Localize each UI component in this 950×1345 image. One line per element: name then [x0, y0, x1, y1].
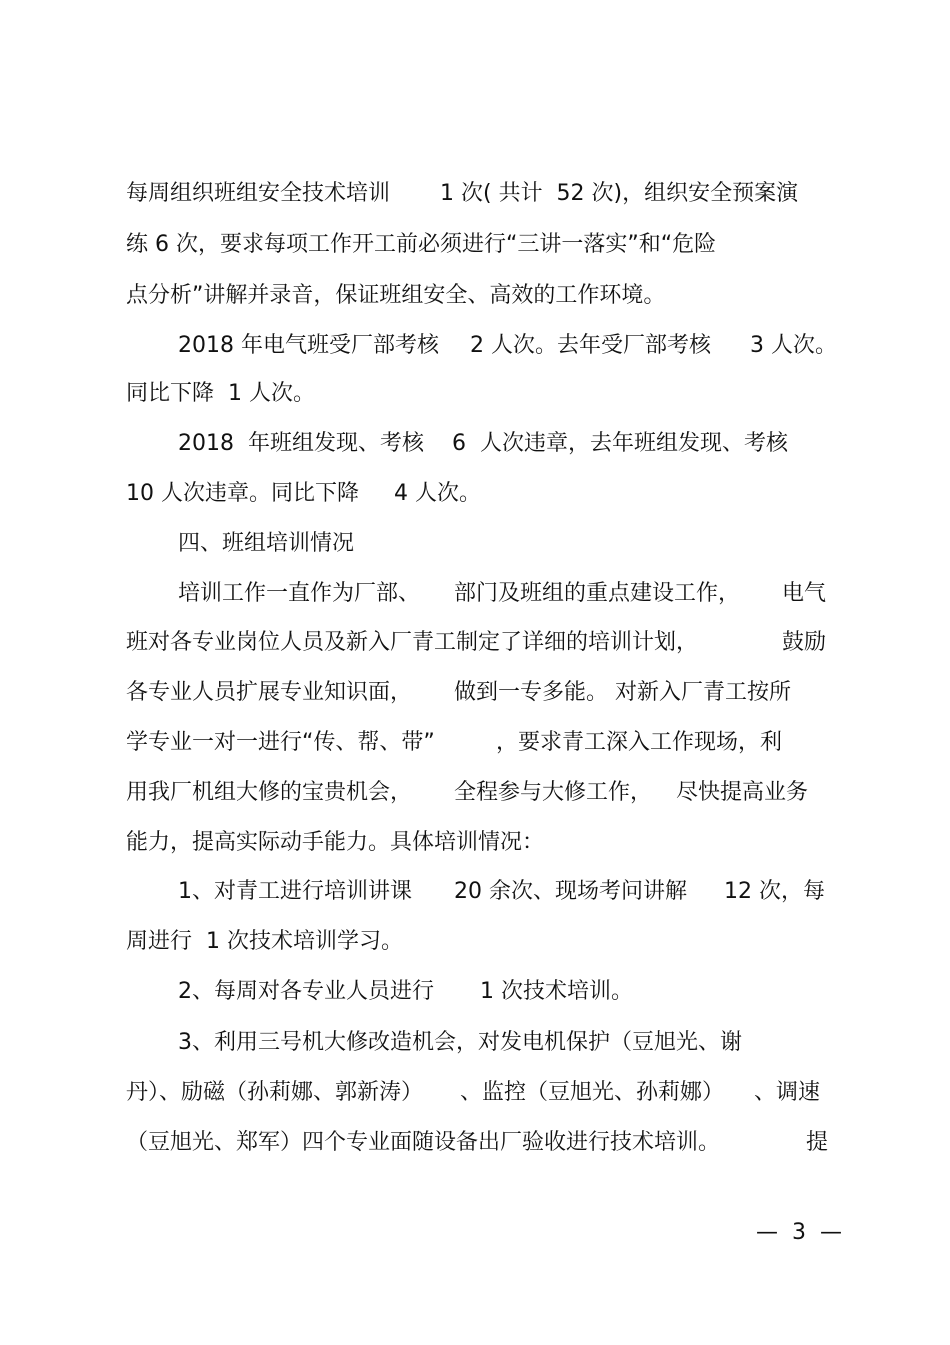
- text-segment: 尽快提高业务: [676, 780, 809, 805]
- text-segment: 每周组织班组安全技术培训: [126, 181, 391, 206]
- text-segment: 1 次( 共计 52 次)，组织安全预案演: [440, 181, 799, 206]
- text-segment: 3 人次。: [750, 333, 837, 358]
- text-line: [0, 725, 950, 761]
- text-line: [0, 1075, 950, 1111]
- list-item: [0, 1025, 950, 1061]
- text-segment: 全程参与大修工作，: [454, 780, 653, 805]
- text-segment: 2018 年班组发现、考核: [178, 431, 424, 456]
- text-line: [0, 227, 950, 263]
- page-number: — 3 —: [756, 1220, 842, 1245]
- text-segment: 、调速: [754, 1080, 821, 1105]
- section-heading: [0, 526, 950, 562]
- text-line: [0, 576, 950, 612]
- text-segment: 周进行 1 次技术培训学习。: [126, 929, 403, 954]
- text-segment: 部门及班组的重点建设工作，: [454, 581, 741, 606]
- text-segment: （豆旭光、郑军）四个专业面随设备出厂验收进行技术培训。: [126, 1130, 721, 1155]
- text-segment: 6 人次违章，去年班组发现、考核: [452, 431, 788, 456]
- text-segment: 班对各专业岗位人员及新入厂青工制定了详细的培训计划，: [126, 630, 699, 655]
- text-segment: 1 次技术培训。: [480, 979, 633, 1004]
- text-segment: 丹）、励磁（孙莉娜、郭新涛）: [126, 1080, 424, 1105]
- text-segment: 练 6 次，要求每项工作开工前必须进行“三讲一落实”和“危险: [126, 232, 717, 257]
- text-line: [0, 476, 950, 512]
- text-segment: 提: [806, 1130, 829, 1155]
- text-segment: 2018 年电气班受厂部考核: [178, 333, 439, 358]
- text-line: [0, 675, 950, 711]
- text-line: [0, 328, 950, 364]
- text-segment: 12 次，每: [724, 879, 825, 904]
- text-segment: ，要求青工深入工作现场，利: [496, 730, 783, 755]
- text-segment: 3、利用三号机大修改造机会，对发电机保护（豆旭光、谢: [178, 1030, 742, 1055]
- text-segment: 2、每周对各专业人员进行: [178, 979, 434, 1004]
- heading-text: 四、班组培训情况: [178, 531, 355, 556]
- text-segment: 能力，提高实际动手能力。具体培训情况：: [126, 830, 545, 855]
- text-segment: 1、对青工进行培训讲课: [178, 879, 412, 904]
- text-segment: 做到一专多能。 对新入厂青工按所: [454, 680, 791, 705]
- list-item: [0, 874, 950, 910]
- text-line: [0, 625, 950, 661]
- text-segment: 10 人次违章。同比下降: [126, 481, 359, 506]
- text-segment: 2 人次。去年受厂部考核: [470, 333, 711, 358]
- text-segment: 培训工作一直作为厂部、: [178, 581, 421, 606]
- text-segment: 电气: [782, 581, 827, 606]
- text-line: [0, 825, 950, 861]
- text-line: [0, 426, 950, 462]
- text-line: [0, 278, 950, 314]
- text-segment: 、监控（豆旭光、孙莉娜）: [460, 1080, 725, 1105]
- text-segment: 用我厂机组大修的宝贵机会，: [126, 780, 413, 805]
- text-segment: 同比下降 1 人次。: [126, 381, 315, 406]
- text-segment: 点分析”讲解并录音，保证班组安全、高效的工作环境。: [126, 283, 666, 308]
- text-line: [0, 176, 950, 212]
- text-segment: 各专业人员扩展专业知识面，: [126, 680, 413, 705]
- text-segment: 4 人次。: [394, 481, 481, 506]
- list-item: [0, 974, 950, 1010]
- text-line: [0, 775, 950, 811]
- text-segment: 鼓励: [782, 630, 827, 655]
- text-segment: 学专业一对一进行“传、帮、带”: [126, 730, 435, 755]
- text-line: [0, 1125, 950, 1161]
- text-line: [0, 376, 950, 412]
- text-segment: 20 余次、现场考问讲解: [454, 879, 687, 904]
- text-line: [0, 924, 950, 960]
